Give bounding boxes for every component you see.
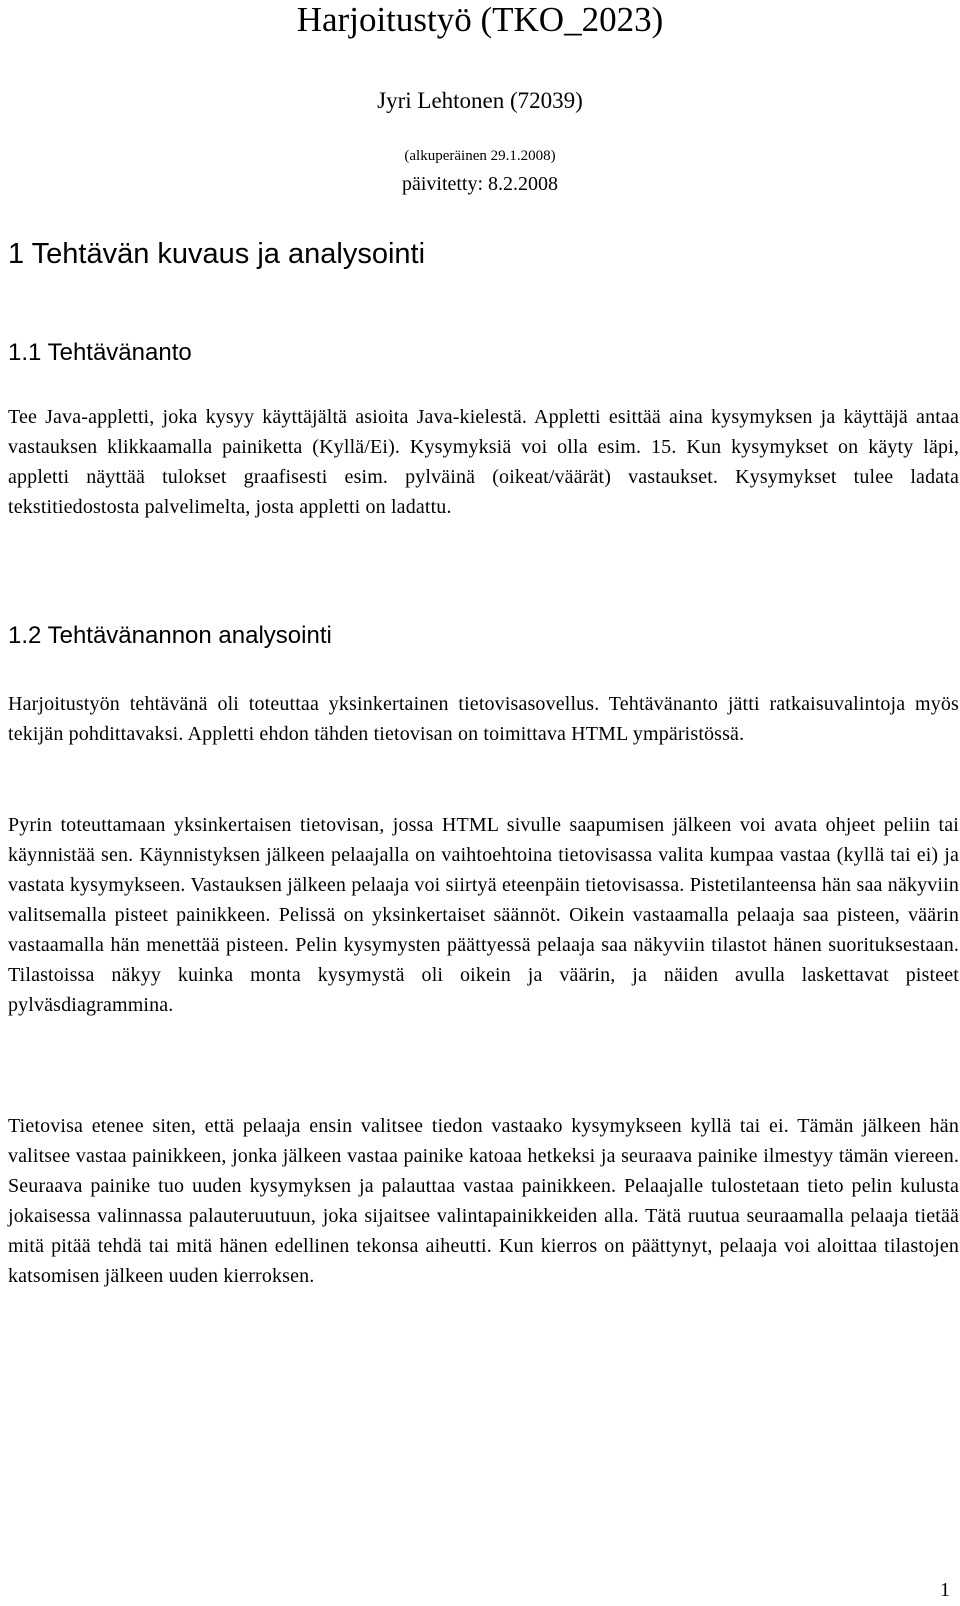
section-1-1-paragraph: Tee Java-appletti, joka kysyy käyttäjältä asioita Java-kielestä. Appletti esittää aina kysymyksen ja käyttäjä antaa vastauksen klikkaamalla painiketta (Kyllä/Ei). Kysymyksiä voi olla esim. 15. Kun kysymykset on käyty läpi, appletti näyttää tulokset graafisesti esim. pylväinä (oikeat/väärät) vastaukset. Kysymykset tulee ladata tekstitiedostosta palvelimelta, josta appletti on ladattu. (8, 406, 959, 518)
section-1-1-heading: 1.1 Tehtävänanto (8, 339, 192, 366)
section-1-2-paragraph-2: Pyrin toteuttamaan yksinkertaisen tietovisan, jossa HTML sivulle saapumisen jälkeen voi avata ohjeet peliin tai käynnistää sen. Käynnistyksen jälkeen pelaajalla on vaihtoehtoina tietovisassa valita kumpaa vastaa (kyllä tai ei) ja vastata kysymykseen. Vastauksen jälkeen pelaaja voi siirtyä eteenpäin tietovisassa. Pistetilanteensa hän saa näkyviin valitsemalla pisteet painikkeen. Pelissä on yksinkertaiset säännöt. Oikein vastaamalla pelaaja saa pisteen, väärin vastaamalla hän menettää pisteen. Pelin kysymysten päättyessä pelaaja saa näkyviin tilastot hänen suorituksestaan. Tilastoissa näkyy kuinka monta kysymystä oli oikein ja väärin, ja näiden avulla laskettavat pisteet pylväsdiagrammina. (8, 814, 959, 1016)
updated-date: päivitetty: 8.2.2008 (401, 173, 559, 195)
section-1-2-paragraph-1: Harjoitustyön tehtävänä oli toteuttaa yksinkertainen tietovisasovellus. Tehtävänanto jätti ratkaisuvalintoja myös tekijän pohdittavaksi. Appletti ehdon tähden tietovisan on toimittava HTML ympäristössä. (8, 693, 959, 745)
page-number: 1 (940, 1579, 950, 1601)
section-1-heading: 1 Tehtävän kuvaus ja analysointi (8, 238, 426, 270)
author-line: Jyri Lehtonen (72039) (377, 88, 583, 113)
section-1-2-paragraph-3: Tietovisa etenee siten, että pelaaja ensin valitsee tiedon vastaako kysymykseen kyllä tai ei. Tämän jälkeen hän valitsee vastaa painikkeen, jonka jälkeen vastaa painike katoaa hetkeksi ja seuraava painike ilmestyy tämän viereen. Seuraava painike tuo uuden kysymyksen ja palauttaa vastaa painikkeen. Pelaajalle tulostetaan tieto pelin kulusta jokaisessa valinnassa palauteruutuun, joka sijaitsee valintapainikkeiden alla. Tätä ruutua seuraamalla pelaaja tietää mitä pitää tehdä tai mitä hänen edellinen tekonsa aiheutti. Kun kierros on päättynyt, pelaaja voi aloittaa tilastojen katsomisen jälkeen uuden kierroksen. (8, 1115, 959, 1287)
document-title: Harjoitustyö (TKO_2023) (296, 0, 664, 39)
original-date: (alkuperäinen 29.1.2008) (404, 148, 556, 164)
section-1-2-heading: 1.2 Tehtävänannon analysointi (8, 622, 332, 649)
